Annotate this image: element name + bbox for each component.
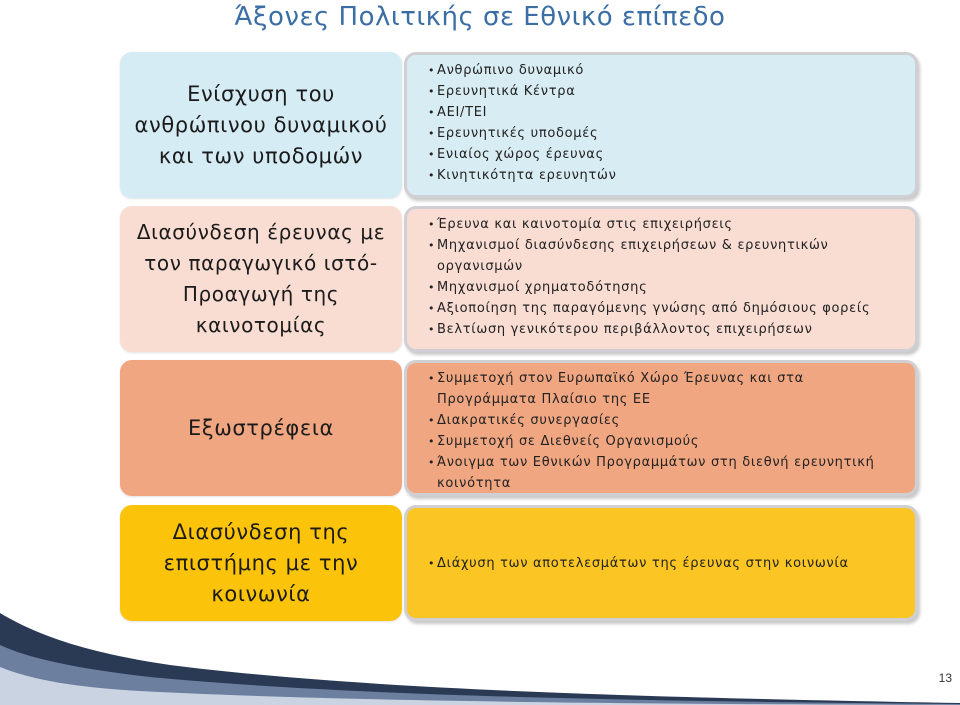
list-item: • Συμμετοχή στον Ευρωπαϊκό Χώρο Έρευνας και στα Προγράμματα Πλαίσιο της ΕΕ	[437, 368, 905, 410]
axis-label-text: Διασύνδεση της επιστήμης με την κοινωνία	[163, 519, 359, 606]
list-item: • Ερευνητικές υποδομές	[437, 123, 905, 144]
list-item: • Ενιαίος χώρος έρευνας	[437, 144, 905, 165]
list-item: • Μηχανισμοί χρηματοδότησης	[437, 277, 905, 298]
axis-items-outreach	[404, 360, 918, 496]
axis-items-research-innovation	[404, 206, 918, 352]
list-item: • Διάχυση των αποτελεσμάτων της έρευνας στην κοινωνία	[437, 553, 849, 574]
list-item: • Αξιοποίηση της παραγόμενης γνώσης από δημόσιους φορείς	[437, 298, 905, 319]
axis-label-research-innovation	[120, 206, 402, 352]
list-item: • Συμμετοχή σε Διεθνείς Οργανισμούς	[437, 431, 905, 452]
axis-items-human-resources	[404, 52, 918, 198]
axis-label-text: Διασύνδεση έρευνας με τον παραγωγικό ιστό- Προαγωγή της καινοτομίας	[136, 220, 386, 337]
list-item: • Βελτίωση γενικότερου περιβάλλοντος επιχειρήσεων	[437, 319, 905, 340]
list-item: • Έρευνα και καινοτομία στις επιχειρήσεις	[437, 214, 905, 235]
bullet-list	[437, 214, 905, 340]
slide-title: Άξονες Πολιτικής σε Εθνικό επίπεδο	[234, 2, 726, 32]
axis-label-text: Ενίσχυση του ανθρώπινου δυναμικού και των υποδομών	[134, 81, 388, 168]
decorative-swoosh	[0, 585, 960, 705]
bullet-list	[437, 368, 905, 494]
axis-label-outreach	[120, 360, 402, 496]
axis-label-human-resources	[120, 52, 402, 198]
list-item: • ΑΕΙ/ΤΕΙ	[437, 102, 905, 123]
page-number: 13	[938, 671, 952, 685]
list-item: • Διακρατικές συνεργασίες	[437, 410, 905, 431]
bullet-list	[437, 553, 849, 574]
list-item: • Ερευνητικά Κέντρα	[437, 81, 905, 102]
list-item: • Άνοιγμα των Εθνικών Προγραμμάτων στη διεθνή ερευνητική κοινότητα	[437, 452, 905, 494]
list-item: • Μηχανισμοί διασύνδεσης επιχειρήσεων & ερευνητικών οργανισμών	[437, 235, 905, 277]
axis-label-text: Εξωστρέφεια	[188, 415, 334, 440]
list-item: • Ανθρώπινο δυναμικό	[437, 60, 905, 81]
list-item: • Κινητικότητα ερευνητών	[437, 165, 905, 186]
bullet-list	[437, 60, 905, 186]
